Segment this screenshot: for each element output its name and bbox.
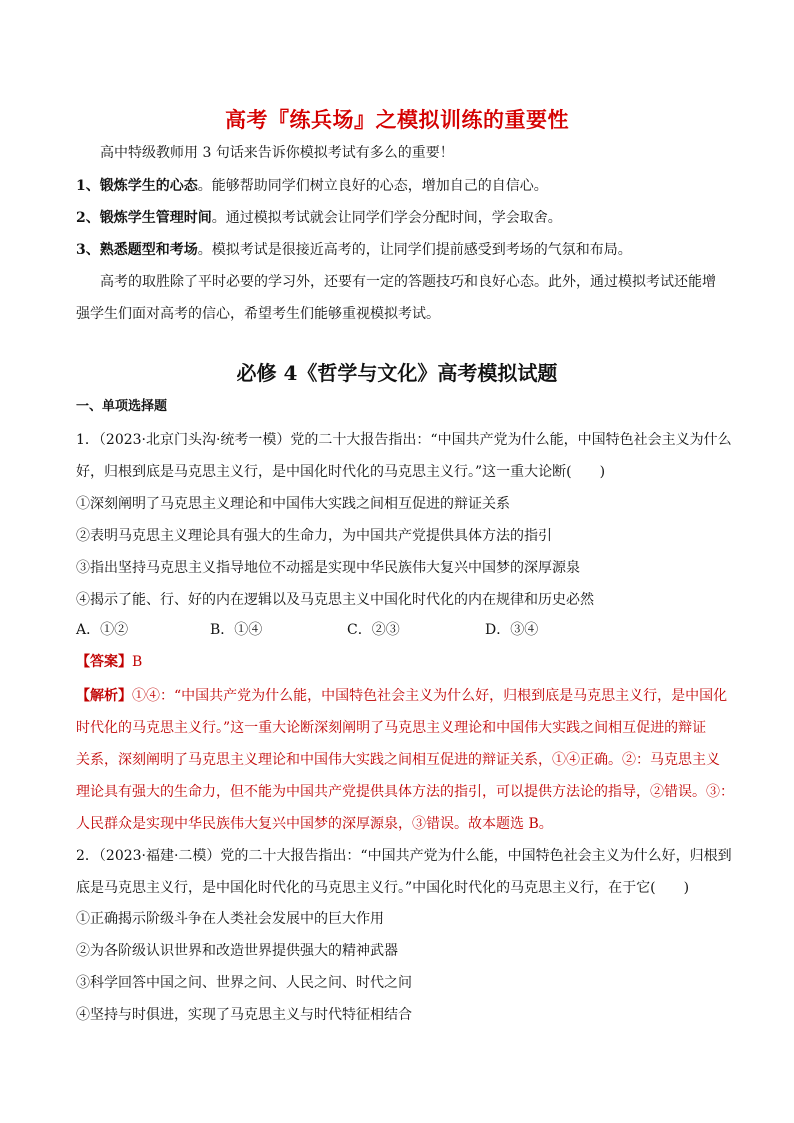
q1-analysis-line-4: 理论具有强大的生命力，但不能为中国共产党提供具体方法的指引，可以提供方法论的指导，②错误。③： [76, 784, 734, 800]
q1-statement-3: ③指出坚持马克思主义指导地位不动摇是实现中华民族伟大复兴中国梦的深厚源泉 [76, 560, 580, 576]
point-3-bold: 熟悉题型和考场 [99, 242, 198, 258]
q2-stem-line-1: 2．（2023·福建·二模）党的二十大报告指出：“中国共产党为什么能，中国特色社会主义为什么好，归根到 [76, 848, 732, 864]
q1-analysis-line-1: 【解析】①④：“中国共产党为什么能，中国特色社会主义为什么好，归根到底是马克思主义行，是中国化 [76, 688, 728, 704]
analysis-label: 【解析】 [76, 688, 132, 704]
header-closing-line-1: 高考的取胜除了平时必要的学习外，还要有一定的答题技巧和良好心态。此外，通过模拟考试还能增 [100, 274, 716, 290]
q1-answer [76, 652, 142, 672]
answer-label: 【答案】 [76, 654, 132, 670]
header-point-2: 2、锻炼学生管理时间。通过模拟考试就会让同学们学会分配时间，学会取舍。 [76, 210, 562, 226]
q2-stem-line-2: 底是马克思主义行，是中国化时代化的马克思主义行。”中国化时代化的马克思主义行，在于它( ) [76, 880, 690, 896]
q2-statement-4: ④坚持与时俱进，实现了马克思主义与时代特征相结合 [76, 1007, 412, 1023]
q1-option-a: A．①② [76, 622, 129, 638]
q1-option-c: C．②③ [347, 622, 400, 638]
q1-analysis-line-2: 时代化的马克思主义行。”这一重大论断深刻阐明了马克思主义理论和中国伟大实践之间相互促进的辩证 [76, 720, 707, 736]
header-intro: 高中特级教师用 3 句话来告诉你模拟考试有多么的重要！ [100, 145, 454, 161]
header-point-1: 1、锻炼学生的心态。能够帮助同学们树立良好的心态，增加自己的自信心。 [76, 178, 548, 194]
q1-analysis-line-5: 人民群众是实现中华民族伟大复兴中国梦的深厚源泉，③错误。故本题选 B。 [76, 816, 553, 832]
answer-value: B [132, 654, 143, 670]
point-1-bold: 锻炼学生的心态 [99, 178, 198, 194]
q1-option-b: B．①④ [210, 622, 263, 638]
q1-stem-line-2: 好，归根到底是马克思主义行，是中国化时代化的马克思主义行。”这一重大论断( ) [76, 464, 606, 480]
q1-statement-4: ④揭示了能、行、好的内在逻辑以及马克思主义中国化时代化的内在规律和历史必然 [76, 592, 594, 608]
q2-statement-1: ①正确揭示阶级斗争在人类社会发展中的巨大作用 [76, 911, 384, 927]
header-point-3: 3、熟悉题型和考场。模拟考试是很接近高考的，让同学们提前感受到考场的气氛和布局。 [76, 242, 632, 258]
q2-statement-2: ②为各阶级认识世界和改造世界提供强大的精神武器 [76, 943, 398, 959]
header-closing-line-2: 强学生们面对高考的信心，希望考生们能够重视模拟考试。 [76, 306, 440, 322]
q1-statement-1: ①深刻阐明了马克思主义理论和中国伟大实践之间相互促进的辩证关系 [76, 496, 510, 512]
q2-statement-3: ③科学回答中国之问、世界之问、人民之问、时代之问 [76, 975, 412, 991]
exam-title: 必修 4《哲学与文化》高考模拟试题 [236, 361, 558, 385]
q1-stem-line-1: 1．（2023·北京门头沟·统考一模）党的二十大报告指出：“中国共产党为什么能，中国特色社会主义为什么 [76, 432, 732, 448]
q1-analysis-line-3: 关系，深刻阐明了马克思主义理论和中国伟大实践之间相互促进的辩证关系，①④正确。②：马克思主义 [76, 752, 720, 768]
q1-statement-2: ②表明马克思主义理论具有强大的生命力，为中国共产党提供具体方法的指引 [76, 528, 552, 544]
point-2-bold: 锻炼学生管理时间 [99, 210, 212, 226]
q1-option-d: D．③④ [485, 622, 539, 638]
header-title: 高考『练兵场』之模拟训练的重要性 [225, 108, 569, 132]
section-heading: 一、单项选择题 [76, 399, 168, 414]
